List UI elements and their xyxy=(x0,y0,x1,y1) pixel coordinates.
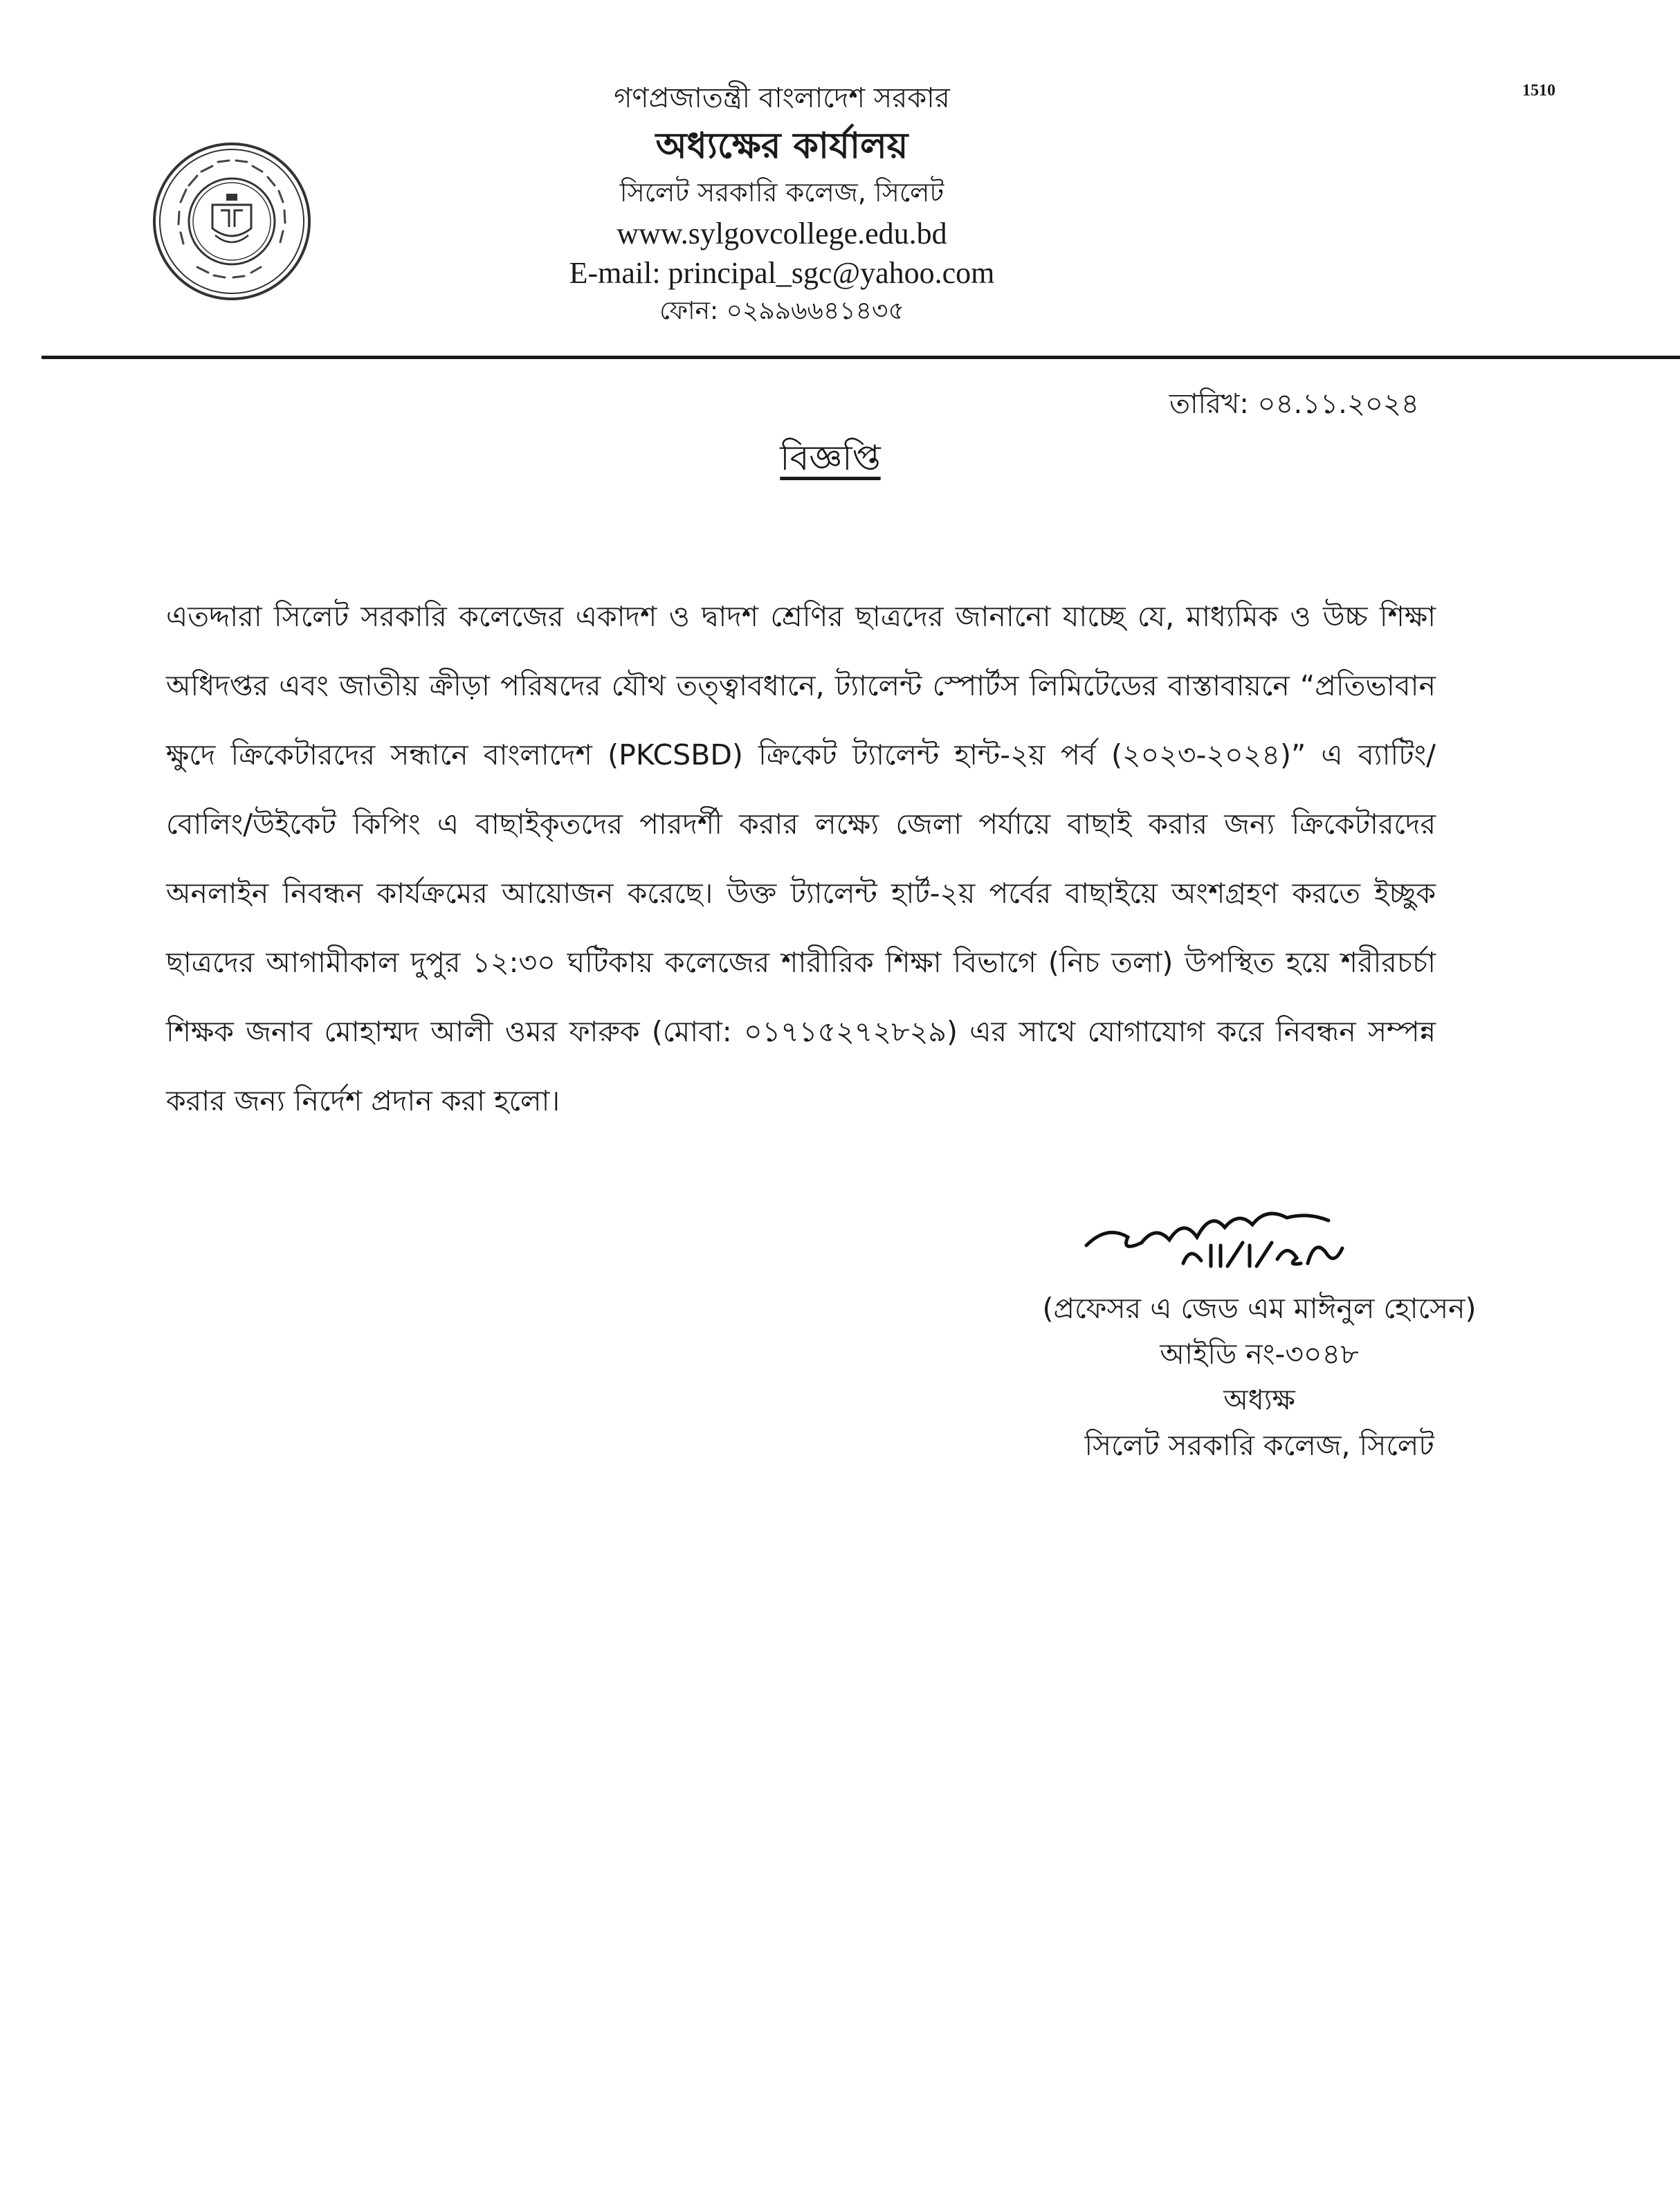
page-number: 1510 xyxy=(1522,82,1555,100)
letterhead-phone: ফোন: ০২৯৯৬৬৪১৪৩৫ xyxy=(659,296,904,325)
letterhead-office: অধ্যক্ষের কার্যালয় xyxy=(655,125,909,167)
letterhead-college: সিলেট সরকারি কলেজ, সিলেট xyxy=(619,177,944,208)
notice-title: বিজ্ঞপ্তি xyxy=(780,438,881,478)
letterhead-email: E-mail: principal_sgc@yahoo.com xyxy=(569,255,995,290)
signatory-id: আইডি নং-৩০৪৮ xyxy=(1160,1337,1359,1371)
signature-image xyxy=(1079,1197,1391,1280)
signatory-designation: অধ্যক্ষ xyxy=(1223,1383,1295,1416)
notice-date: তারিখ: ০৪.১১.২০২৪ xyxy=(1169,388,1419,420)
signatory-name: (প্রফেসর এ জেড এম মাঈনুল হোসেন) xyxy=(1042,1292,1477,1325)
letterhead xyxy=(415,82,1149,326)
signature-block xyxy=(969,1286,1550,1468)
letterhead-government: গণপ্রজাতন্ত্রী বাংলাদেশ সরকার xyxy=(614,82,950,114)
letterhead-website: www.sylgovcollege.edu.bd xyxy=(617,216,947,250)
notice-body: এতদ্দারা সিলেট সরকারি কলেজের একাদশ ও দ্বাদশ শ্রেণির ছাত্রদের জানানো যাচ্ছে যে, মাধ্যমিক ও উচ্চ শিক্ষা অধিদপ্তর এবং জাতীয় ক্রীড়া পরিষদের যৌথ তত্ত্বাবধানে, ট্যালেন্ট স্পোর্টস লিমিটেডের বাস্তাবায়নে “প্রতিভাবান ক্ষুদে ক্রিকেটারদের সন্ধানে বাংলাদেশ (PKCSBD) ক্রিকেট ট্যালেন্ট হান্ট-২য় পর্ব (২০২৩-২০২৪)” এ ব্যাটিং/বোলিং/উইকেট কিপিং এ বাছাইকৃতদের পারদর্শী করার লক্ষ্যে জেলা পর্যায়ে বাছাই করার জন্য ক্রিকেটারদের অনলাইন নিবন্ধন কার্যক্রমের আয়োজন করেছে। উক্ত ট্যালেন্ট হার্ট-২য় পর্বের বাছাইয়ে অংশগ্রহণ করতে ইচ্ছুক ছাত্রদের আগামীকাল দুপুর ১২:৩০ ঘটিকায় কলেজের শারীরিক শিক্ষা বিভাগে (নিচ তলা) উপস্থিত হয়ে শরীরচর্চা শিক্ষক জনাব মোহাম্মদ আলী ওমর ফারুক (মোবা: ০১৭১৫২৭২৮২৯) এর সাথে যোগাযোগ করে নিবন্ধন সম্পন্ন করার জন্য নির্দেশ প্রদান করা হলো। xyxy=(166,600,1436,1117)
header-divider xyxy=(42,356,1680,359)
signatory-college: সিলেট সরকারি কলেজ, সিলেট xyxy=(1084,1429,1434,1462)
college-seal-logo xyxy=(149,138,315,304)
